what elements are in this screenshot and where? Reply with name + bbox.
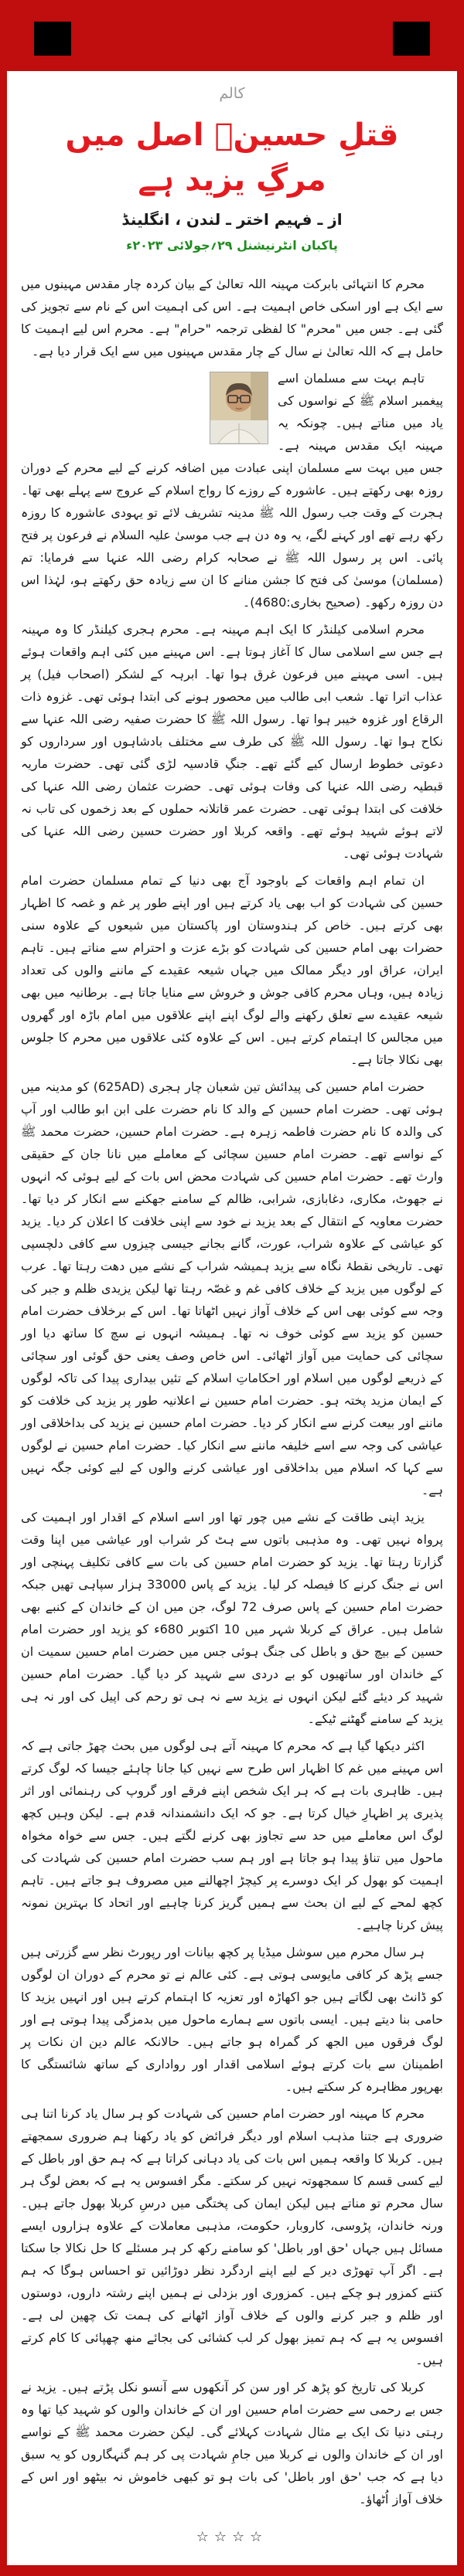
article-paragraph: حضرت امام حسین کی پیدائش تین شعبان چار ہجری (625AD) کو مدینہ میں ہوئی تھی۔ حضرت امام حسین کے والد کا نام حضرت علی ابن ابو طالب اور آپ کی والدہ کا نام حضرت فاطمہ زہرہ ہے۔ حضرت امام حسین، حضرت محمد ﷺ کے نواسے تھے۔ حضرت امام حسین سچائی کے معاملے میں نانا جان کے حقیقی وارث تھے۔ حضرت امام حسین کی شہادت محض اس بات کے لیے ہوئی کہ انہوں نے جھوٹ، مکاری، دغابازی، شرابی، ظالم کے سامنے جھکنے سے انکار کر دیا تھا۔ حضرت معاویہ کے انتقال کے بعد یزید نے خود سے اپنی خلافت کا اعلان کر دیا۔ یزید کو عیاشی کے علاوہ شراب، عورت، گانے بجانے جیسی چیزوں سے کافی دلچسپی تھی۔ تاریخی نقطۂ نگاہ سے یزید ہمیشہ شراب کے نشے میں دھت رہتا تھا۔ عرب کے لوگوں میں یزید کے خلاف کافی غم و غصّہ رہتا تھا لیکن یزیدی ظلم و جبر کی وجہ سے کوئی بھی اس کے خلاف آواز نہیں اٹھاتا تھا۔ اس کے برخلاف حضرت امام حسین کو یزید سے کوئی خوف نہ تھا۔ ہمیشہ انہوں نے سچ کا ساتھ دیا اور سچائی کی حمایت میں آواز اٹھائی۔ اس خاص وصف یعنی حق گوئی اور سچائی کے ذریعے لوگوں میں اسلام اور احکاماتِ اسلام کے تئیں بیداری پیدا کی تاکہ لوگوں کے ایمان مزید پختہ ہو۔ حضرت امام حسین نے اعلانیہ طور پر یزید کی خلافت کو ماننے اور بیعت کرنے سے انکار کر دیا۔ حضرت امام حسین نے یزید کی بداخلاقی اور عیاشی کی وجہ سے اسے خلیفہ ماننے سے انکار کیا۔ حضرت امام حسین نے لوگوں سے کہا کہ اسلام میں بداخلاقی اور عیاشی کرنے والوں کے لیے کوئی جگہ نہیں ہے۔: [21, 1079, 443, 1497]
masthead-logo-block-right: [393, 22, 430, 56]
article-paragraph: کربلا کی تاریخ کو پڑھ کر اور سن کر آنکھوں سے آنسو نکل پڑتے ہیں۔ یزید نے جس بے رحمی سے حضرت امام حسین اور ان کے خاندان والوں کو شہید کیا تھا وہ رہتی دنیا تک ایک بے مثال شہادت کہلائے گی۔ لیکن حضرت محمد ﷺ کے نواسے اور ان کے خاندان والوں نے کربلا میں جامِ شہادت پی کر ہم گنہگاروں کو یہ سبق دیا ہے کہ جب 'حق اور باطل' کی بات ہو تو کبھی خاموش نہ بیٹھو اور اس کے خلاف آواز اُٹھاؤ۔: [21, 2380, 443, 2506]
article-body: [21, 273, 443, 2510]
article-paragraph: اکثر دیکھا گیا ہے کہ محرم کا مہینہ آتے ہی لوگوں میں بحث چھڑ جاتی ہے کہ اس مہینے میں غم کا اظہار اس طرح سے نہیں کیا جانا چاہئے جیسا کہ لوگ کرتے ہیں۔ ظاہری بات ہے کہ ہر ایک شخص اپنے فرقے اور گروپ کی رہنمائی اور اثر پذیری پر اظہارِ خیال کرتا ہے۔ جو کہ ایک دانشمندانہ قدم ہے۔ لیکن وہیں کچھ لوگ اس معاملے میں حد سے تجاوز بھی کرنے لگتے ہیں۔ جس سے خواہ مخواہ ماحول میں تناؤ پیدا ہو جاتا ہے اور ہم سب حضرت امام حسین کی شہادت کی اہمیت کو بھول کر ایک دوسرے پر کیچڑ اچھالنے میں مصروف ہو جاتے ہیں۔ تاہم کچھ لمحے کے لیے ان بحث سے ہمیں گریز کرنا چاہیے اور اتحاد کا بہترین نمونہ پیش کرنا چاہیے۔: [21, 1738, 443, 1932]
author-photo-illustration: [210, 372, 268, 443]
article-paragraph: ہر سال محرم میں سوشل میڈیا پر کچھ بیانات اور رپورٹ نظر سے گزرتی ہیں جسے پڑھ کر کافی مایوسی ہوتی ہے۔ کئی عالم نے تو محرم کے دوران ان لوگوں کو ڈانٹ بھی لگاتے ہیں جو اکھاڑہ اور تعزیہ کا اہتمام کرتے ہیں اور انہیں یزید کا حامی بنا دیتے ہیں۔ ایسی باتوں سے ہمارے ماحول میں بدمزگی پیدا ہوتی ہے اور لوگ فرقوں میں الجھ کر گمراہ ہو جاتے ہیں۔ حالانکہ عالم دین ان نکات پر اطمینان سے بات کرتے ہوئے اسلامی اقدار اور رواداری کے ساتھ شائستگی کا بھرپور مظاہرہ کر سکتے ہیں۔: [21, 1945, 443, 2094]
masthead-band: [0, 0, 464, 71]
article-dateline: پاکبان انٹرنیشنل ۲۹؍جولائی ۲۰۲۳ء: [126, 238, 338, 253]
article-content-area: [7, 71, 457, 2565]
article-paragraph: محرم اسلامی کیلنڈر کا ایک اہم مہینہ ہے۔ محرم ہجری کیلنڈر کا وہ مہینہ ہے جس سے اسلامی سال کا آغاز ہوتا ہے۔ اس مہینے میں کئی اہم واقعات ہوئے ہیں۔ اسی مہینے میں فرعون غرق ہوا تھا۔ ابرہہ کے لشکر (اصحاب فیل) پر عذاب اترا تھا۔ شعب ابی طالب میں محصور ہونے کی ابتدا ہوئی تھی۔ غزوہ ذات الرقاع اور غزوہ خیبر ہوا تھا۔ رسول اللہ ﷺ کا حضرت صفیہ رضی اللہ عنہا سے نکاح ہوا تھا۔ رسول اللہ ﷺ کی طرف سے مختلف بادشاہوں اور سرداروں کو دعوتی خطوط ارسال کیے گئے تھے۔ جنگِ قادسیہ لڑی گئی تھی۔ حضرت ماریہ قبطیہ رضی اللہ عنہا کی وفات ہوئی تھی۔ حضرت عثمان رضی اللہ عنہا کی خلافت کی ابتدا ہوئی تھی۔ حضرت عمر قاتلانہ حملوں کے بعد زخموں کی تاب نہ لاتے ہوئے شہید ہوئے تھے۔ واقعہ کربلا اور حضرت حسین رضی اللہ عنہا کی شہادت ہوئی تھی۔: [21, 622, 443, 861]
column-section-label: کالم: [219, 85, 245, 102]
article-paragraph: محرم کا انتہائی بابرکت مہینہ اللہ تعالیٰ کے بیان کردہ چار مقدس مہینوں میں سے ایک ہے اور اسکی خاص اہمیت ہے۔ اس کی اہمیت اس کے نام سے تجویز کی گئی ہے۔ جس میں "محرم" کا لفظی ترجمہ "حرام" ہے۔ محرم اس لیے اہمیت کا حامل ہے کہ اللہ تعالیٰ نے سال کے چار مقدس مہینوں میں سے ایک قرار دیا ہے۔: [21, 277, 444, 359]
article-headline: قتلِ حسینؓ اصل میں مرگِ یزید ہے: [65, 117, 399, 198]
article-paragraph: تاہم بہت سے مسلمان اسے پیغمبر اسلام ﷺ کے نواسوں کی یاد میں مناتے ہیں۔ چونکہ یہ مہینہ ایک مقدس مہینہ ہے۔ جس میں بہت سے مسلمان اپنی عبادت میں اضافہ کرنے کے لیے محرم کے دوران روزہ بھی رکھتے ہیں۔ عاشورہ کے روزے کا رواج اسلام کے عروج سے پہلے بھی تھا۔ ہجرت کے وقت جب رسول اللہ ﷺ مدینہ تشریف لائے تو یہودی عاشورہ کا روزہ رکھ رہے تھے اور کہنے لگے، یہ وہ دن ہے جب موسیٰ علیہ السلام نے فرعون پر فتح پائی۔ اس پر رسول اللہ ﷺ نے صحابہ کرام رضی اللہ عنہا سے فرمایا: تم (مسلمان) موسیٰ کی فتح کا جشن منانے کا ان سے زیادہ حق رکھتے ہو، لہٰذا اس دن روزہ رکھو۔ (صحیح بخاری:4680)۔: [21, 371, 443, 610]
article-end-stars: ☆☆☆☆: [196, 2529, 268, 2545]
author-photo: [210, 372, 268, 444]
article-paragraph: یزید اپنی طاقت کے نشے میں چور تھا اور اسے اسلام کے اقدار اور اہمیت کی پرواہ نہیں تھی۔ وہ مذہبی باتوں سے ہٹ کر شراب اور عیاشی میں اپنا وقت گزارتا رہتا تھا۔ یزید کو حضرت امام حسین کی بات سے کافی تکلیف پہنچی اور اس نے جنگ کرنے کا فیصلہ کر لیا۔ یزید کے پاس 33000 ہزار سپاہی تھیں جبکہ حضرت امام حسین کے پاس صرف 72 لوگ، جن میں ان کے خاندان کے کنبے بھی شامل ہیں۔ عراق کے کربلا شہر میں 10 اکتوبر 680ء کو یزید اور حضرت امام حسین کے بیچ حق و باطل کی جنگ ہوئی جس میں حضرت امام حسین سمیت ان کے خاندان اور ساتھیوں کو بے دردی سے شہید کر دیا گیا۔ حضرت امام حسین شہید کر دیئے گئے لیکن انہوں نے یزید سے نہ ہی تو رحم کی اپیل کی اور نہ ہی یزید کے سامنے گھٹنے ٹیکے۔: [21, 1510, 444, 1726]
article-byline: از ـ فہیم اختر ـ لندن ، انگلینڈ: [121, 210, 343, 229]
masthead-logo-block-left: [34, 22, 71, 56]
article-paragraph: ان تمام اہم واقعات کے باوجود آج بھی دنیا کے تمام مسلمان حضرت امام حسین کی شہادت کو اب بھی یاد کرتے ہیں اور اپنے طور پر غم و غصہ کا اظہار بھی کرتے ہیں۔ خاص کر ہندوستان اور پاکستان میں شیعوں کے علاوہ سنی حضرات بھی امام حسین کی شہادت کو بڑے عزت و احترام سے مناتے ہیں۔ تاہم ایران، عراق اور دیگر ممالک میں جہاں شیعہ عقیدے کے ماننے والوں کی تعداد زیادہ ہیں، وہاں محرم کافی جوش و خروش سے منایا جاتا ہے۔ برطانیہ میں بھی شیعہ عقیدے سے تعلق رکھنے والے لوگ اپنے اپنے علاقوں میں امام باڑہ اور گھروں میں مجالس کا اہتمام کرتے ہیں۔ اس کے علاوہ کئی علاقوں میں محرم کا جلوس بھی نکالا جاتا ہے۔: [21, 873, 443, 1067]
article-paragraph: محرم کا مہینہ اور حضرت امام حسین کی شہادت کو ہر سال یاد کرنا اتنا ہی ضروری ہے جتنا مذہب اسلام اور دیگر فرائض کو یاد رکھنا ہم ضروری سمجھتے ہیں۔ کربلا کا واقعہ ہمیں اس بات کی یاد دہانی کراتا ہے کہ ہم حق اور باطل کے لیے کسی قسم کا سمجھوتہ نہیں کر سکتے۔ مگر افسوس یہ ہے کہ بعض لوگ ہر سال محرم تو مناتے ہیں لیکن ایمان کی پختگی میں درسِ کربلا بھول جاتے ہیں۔ ورنہ خاندان، پڑوسی، کاروبار، حکومت، مذہبی معاملات کے علاوہ ہزاروں ایسے مسائل ہیں جہاں 'حق اور باطل' کو سامنے رکھ کر ہر مسئلے کا حل نکالا جا سکتا ہے۔ اگر آپ تھوڑی دیر کے لیے اپنے اردگرد نظر دوڑائیں تو احساس ہوگا کہ ہم کتنے کمزور ہو چکے ہیں۔ کمزوری اور بزدلی نے ہمیں اپنے رشتہ داروں، دوستوں اور ظلم و جبر کرنے والوں کے خلاف آواز اٹھانے کی ہمت تک چھین لی ہے۔ افسوس یہ ہے کہ ہم تمیز بھول کر لب کشائی کی بجائے منھ چھپائی کا کام کرتے ہیں۔: [21, 2106, 443, 2367]
